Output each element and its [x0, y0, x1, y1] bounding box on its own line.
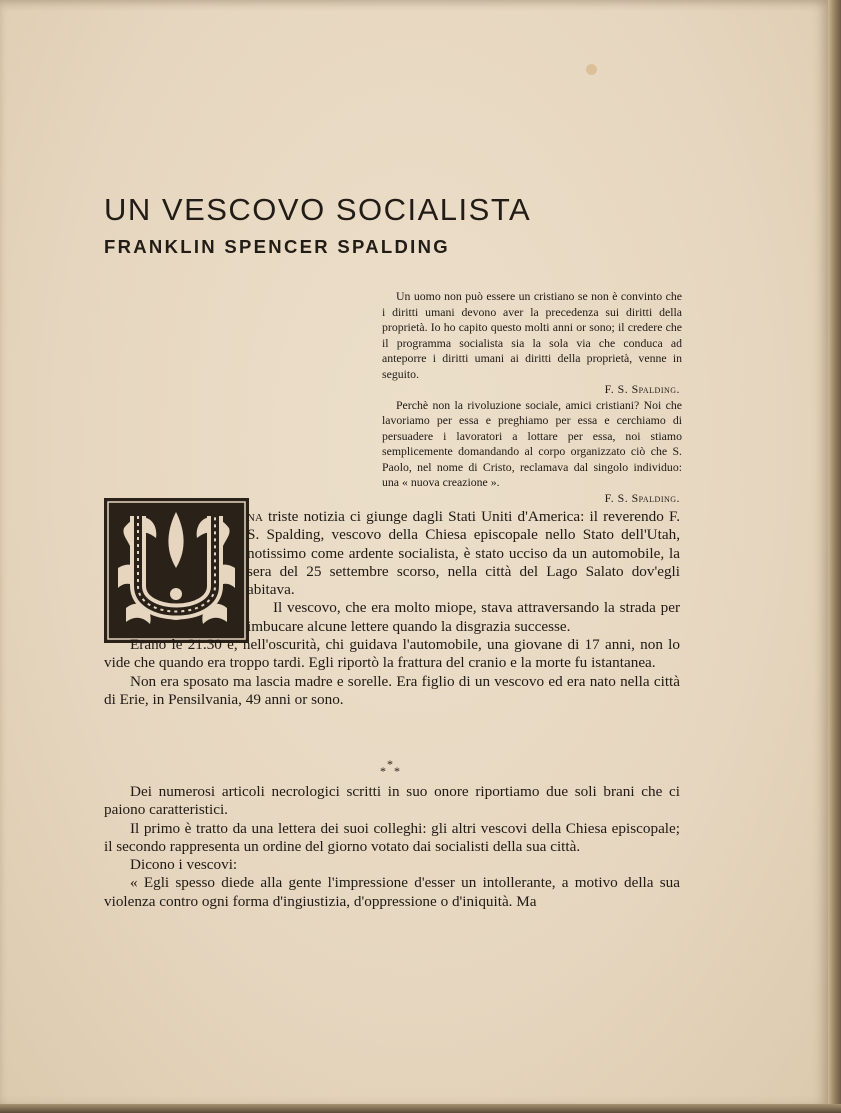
- page-subtitle: FRANKLIN SPENCER SPALDING: [104, 236, 450, 257]
- epigraph-text: Un uomo non può essere un cristiano se non è convinto che i diritti umani devono aver la precedenza sui diritti della proprietà. Io ho capito questo molti anni or sono; il credere che il programma socialista sia la sola via che conduca ad anteporre i diritti umani ai diritti della proprietà, venne in seguito.: [382, 289, 682, 381]
- page-edge-bottom: [0, 1104, 841, 1113]
- epigraph-signature: F. S. Spalding.: [604, 490, 680, 505]
- drop-cap-continuation: na: [247, 508, 263, 525]
- section-separator: * * *: [380, 757, 400, 778]
- paragraph-1-text: triste notizia ci giunge dagli Stati Uniti d'America: il reverendo F. S. Spalding, vescovo della Chiesa episcopale nello Stato dell'Utah, notissimo come ardente socialista, è stato ucciso da un automobile, la sera del 25 settembre scorso, nella città del Lago Salato dov'egli abitava.: [247, 508, 681, 599]
- article-body-top: [104, 508, 680, 709]
- page-edge-right: [828, 0, 841, 1113]
- page-title: UN VESCOVO SOCIALISTA: [104, 192, 532, 227]
- paragraph-6: Il primo è tratto da una lettera dei suoi colleghi: gli altri vescovi della Chiesa episcopale; il secondo rappresenta un ordine del giorno votato dai socialisti della sua città.: [104, 819, 680, 855]
- epigraph-text: Perchè non la rivoluzione sociale, amici cristiani? Noi che lavoriamo per essa e preghiamo per essa e cerchiamo di persuadere i lavoratori a lottare per essa, noi stiamo semplicemente domandando al corpo organizzato ciò che S. Paolo, nel nome di Cristo, reclamava dal singolo individuo: una « nuova creazione ».: [382, 397, 682, 489]
- paragraph-1: [247, 508, 680, 599]
- paragraph-3: Erano le 21.30 e, nell'oscurità, chi guidava l'automobile, una giovane di 17 anni, non lo vide che quando era troppo tardi. Egli riportò la frattura del cranio e la morte fu istantanea.: [104, 636, 680, 672]
- epigraph-signature: F. S. Spalding.: [604, 382, 680, 396]
- paragraph-7: Dicono i vescovi:: [130, 856, 238, 874]
- epigraphs: [382, 289, 682, 506]
- article-body-bottom: [104, 783, 680, 911]
- paragraph-4: Non era sposato ma lascia madre e sorelle. Era figlio di un vescovo ed era nato nella città di Erie, in Pensilvania, 49 anni or sono.: [104, 672, 680, 708]
- epigraph-2: [382, 398, 682, 507]
- paper-stain: [586, 64, 597, 75]
- paragraph-5: Dei numerosi articoli necrologici scritti in suo onore riportiamo due soli brani che ci paiono caratteristici.: [104, 783, 680, 819]
- paragraph-2: Il vescovo, che era molto miope, stava attraversando la strada per imbucare alcune lettere quando la disgrazia successe.: [247, 599, 680, 635]
- epigraph-1: [382, 289, 682, 398]
- paragraph-8: « Egli spesso diede alla gente l'impressione d'esser un intollerante, a motivo della sua violenza contro ogni forma d'ingiustizia, d'oppressione o d'iniquità. Ma: [104, 874, 680, 910]
